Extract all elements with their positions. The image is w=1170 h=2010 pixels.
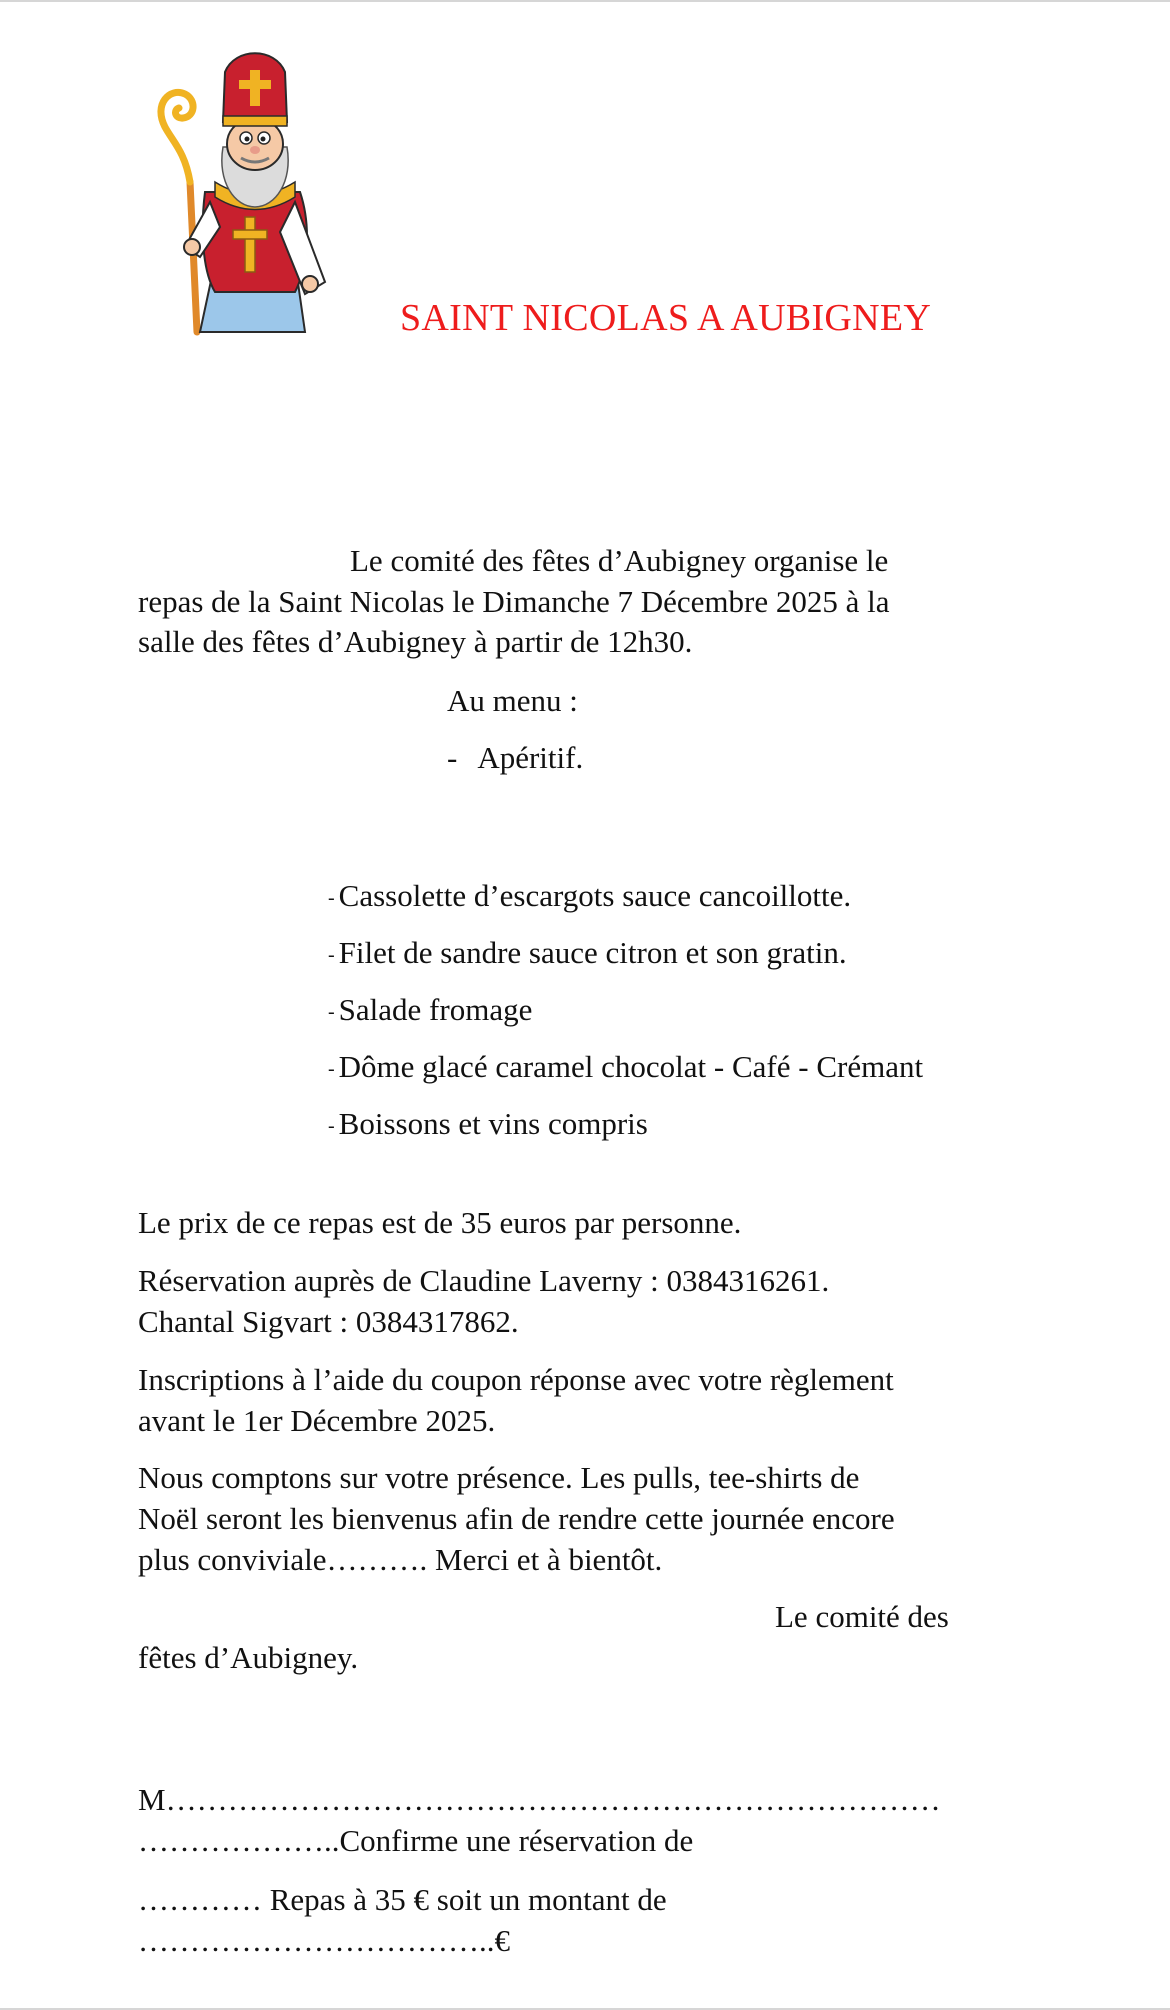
intro-line-2: repas de la Saint Nicolas le Dimanche 7 Décembre 2025 à la [138,584,890,619]
menu-item-label: Cassolette d’escargots sauce cancoillotte. [338,878,852,913]
reservation-line-1: Réservation auprès de Claudine Laverny : 0384316261. [138,1263,830,1298]
menu-heading: Au menu : [447,683,578,718]
coupon-line-1: M………………………………………………………………… [138,1782,941,1817]
page-title: SAINT NICOLAS A AUBIGNEY [400,297,932,339]
intro-line-1: Le comité des fêtes d’Aubigney organise le [350,543,889,578]
signature-line-2: fêtes d’Aubigney. [138,1640,359,1675]
menu-aperitif [447,738,583,778]
menu-dash: - [328,944,335,966]
top-rule [0,0,1170,2]
menu-dash: - [328,1058,335,1080]
price-text: Le prix de ce repas est de 35 euros par personne. [138,1205,742,1240]
menu-dash: - [447,740,458,775]
coupon-line-4: ……………………………..€ [138,1923,510,1958]
menu-item [328,1047,923,1089]
menu-item [328,1104,648,1146]
menu-item [328,990,532,1032]
menu-dash: - [328,887,335,909]
signature-line-1: Le comité des [775,1599,949,1634]
menu-item-label: Boissons et vins compris [338,1106,648,1141]
menu-item [328,876,851,918]
menu-aperitif-label: Apéritif. [477,740,584,775]
coupon-line-2: ………………..Confirme une réservation de [138,1823,694,1858]
menu-item-label: Dôme glacé caramel chocolat - Café - Crémant [338,1049,924,1084]
closing-line-2: Noël seront les bienvenus afin de rendre cette journée encore [138,1501,895,1536]
menu-item-label: Filet de sandre sauce citron et son gratin. [338,935,847,970]
menu-dash: - [328,1001,335,1023]
closing-line-1: Nous comptons sur votre présence. Les pulls, tee-shirts de [138,1460,860,1495]
saint-nicolas-illustration [145,32,330,337]
inscriptions-line-1: Inscriptions à l’aide du coupon réponse avec votre règlement [138,1362,894,1397]
menu-item-label: Salade fromage [338,992,533,1027]
inscriptions-line-2: avant le 1er Décembre 2025. [138,1403,496,1438]
menu-dash: - [328,1115,335,1137]
coupon-line-3: ………… Repas à 35 € soit un montant de [138,1882,667,1917]
menu-item [328,933,847,975]
reservation-line-2: Chantal Sigvart : 0384317862. [138,1304,519,1339]
intro-line-3: salle des fêtes d’Aubigney à partir de 12h30. [138,624,693,659]
closing-line-3: plus conviviale………. Merci et à bientôt. [138,1542,663,1577]
